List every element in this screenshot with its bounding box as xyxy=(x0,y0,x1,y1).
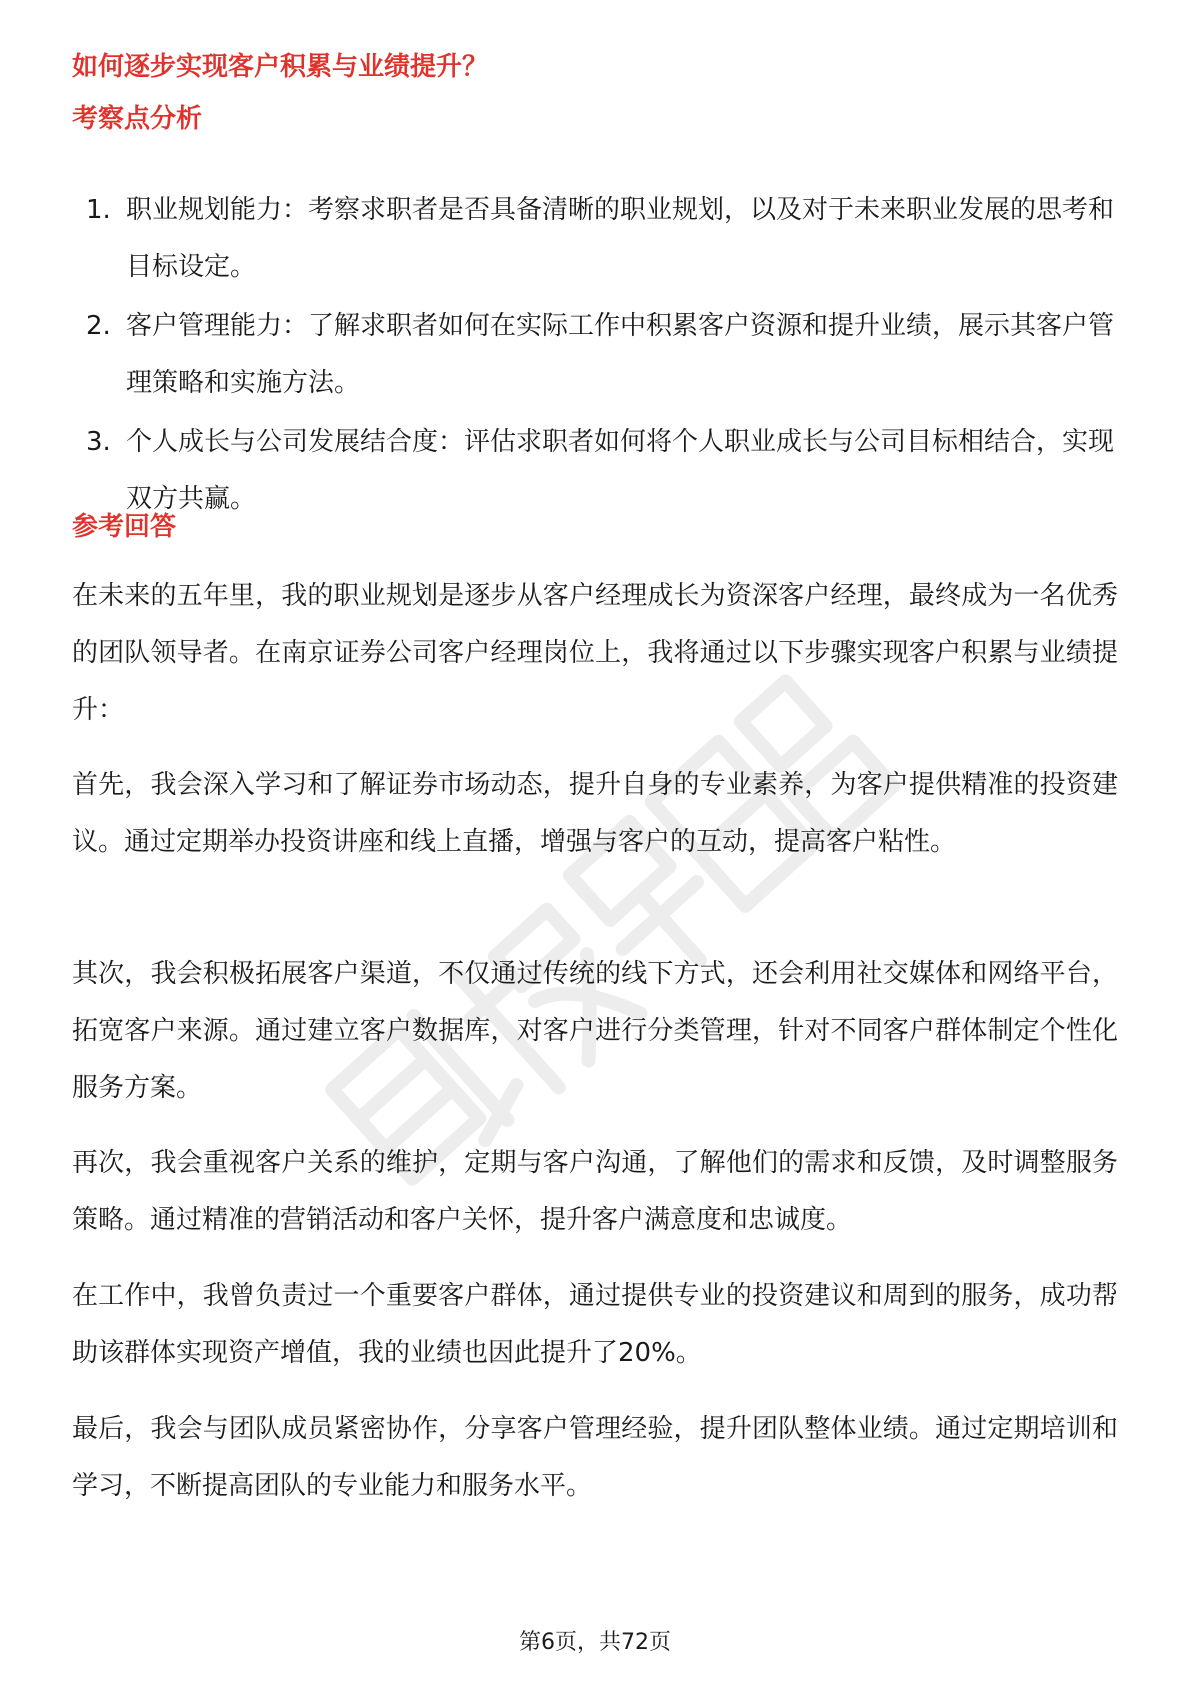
list-item xyxy=(72,298,1118,412)
list-item-text: 客户管理能力：了解求职者如何在实际工作中积累客户资源和提升业绩，展示其客户管理策略和实施方法。 xyxy=(126,311,1115,398)
page-number: 第6页，共72页 xyxy=(519,1630,671,1655)
list-item xyxy=(72,414,1118,528)
answer-paragraph: 其次，我会积极拓展客户渠道，不仅通过传统的线下方式，还会利用社交媒体和网络平台，拓宽客户来源。通过建立客户数据库，对客户进行分类管理，针对不同客户群体制定个性化服务方案。 xyxy=(72,959,1118,1103)
answer-paragraph: 首先，我会深入学习和了解证券市场动态，提升自身的专业素养，为客户提供精准的投资建议。通过定期举办投资讲座和线上直播，增强与客户的互动，提高客户粘性。 xyxy=(72,770,1118,857)
answer-paragraph: 再次，我会重视客户关系的维护，定期与客户沟通，了解他们的需求和反馈，及时调整服务策略。通过精准的营销活动和客户关怀，提升客户满意度和忠诚度。 xyxy=(72,1148,1118,1235)
answer-paragraph: 在未来的五年里，我的职业规划是逐步从客户经理成长为资深客户经理，最终成为一名优秀的团队领导者。在南京证券公司客户经理岗位上，我将通过以下步骤实现客户积累与业绩提升： xyxy=(72,581,1118,725)
list-item-number: 3. xyxy=(86,427,111,457)
analysis-list xyxy=(72,182,1118,530)
list-item-text: 个人成长与公司发展结合度：评估求职者如何将个人职业成长与公司目标相结合，实现双方共赢。 xyxy=(126,427,1115,514)
list-item-number: 2. xyxy=(86,311,111,341)
list-item-text: 职业规划能力：考察求职者是否具备清晰的职业规划，以及对于未来职业发展的思考和目标设定。 xyxy=(126,195,1115,282)
answer-heading: 参考回答 xyxy=(72,512,177,542)
question-title: 如何逐步实现客户积累与业绩提升？ xyxy=(72,52,489,82)
analysis-heading: 考察点分析 xyxy=(72,104,203,134)
list-item xyxy=(72,182,1118,296)
list-item-number: 1. xyxy=(86,195,111,225)
answer-paragraph: 最后，我会与团队成员紧密协作，分享客户管理经验，提升团队整体业绩。通过定期培训和学习，不断提高团队的专业能力和服务水平。 xyxy=(72,1414,1118,1501)
answer-paragraph: 在工作中，我曾负责过一个重要客户群体，通过提供专业的投资建议和周到的服务，成功帮助该群体实现资产增值，我的业绩也因此提升了20%。 xyxy=(72,1281,1118,1368)
